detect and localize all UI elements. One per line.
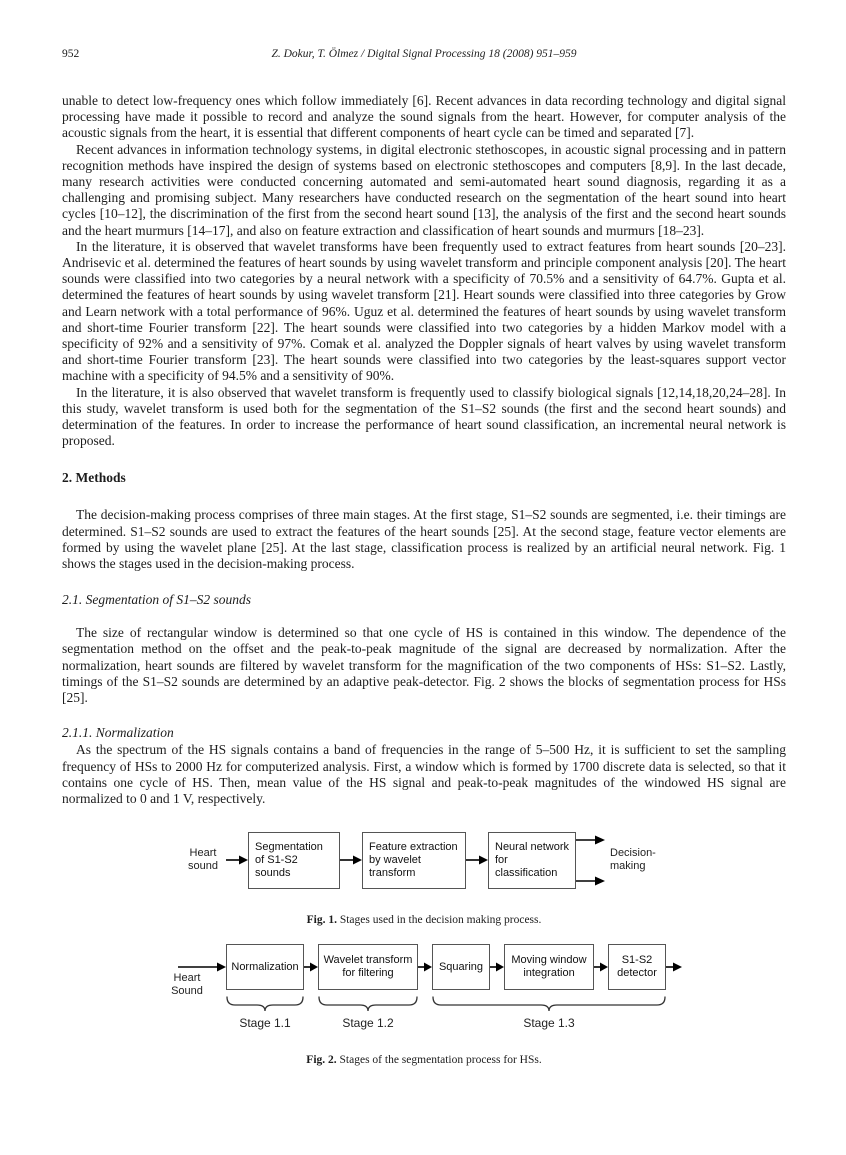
section-2-1-1-heading: 2.1.1. Normalization (62, 725, 174, 741)
figure-1-diagram (62, 830, 786, 890)
fig1-box-segmentation: Segmentation of S1-S2 sounds (248, 832, 340, 889)
methods-heading: 2. Methods (62, 470, 126, 486)
arrow-right-icon (226, 854, 248, 866)
figure-1-caption-label: Fig. 1. (306, 914, 337, 927)
fig2-box-s1s2-detector: S1-S2 detector (608, 944, 666, 990)
double-arrow-right-icon (576, 832, 606, 889)
figure-1-caption-text: Stages used in the decision making process. (336, 914, 542, 927)
fig2-box-normalization: Normalization (226, 944, 304, 990)
arrow-right-icon (418, 961, 432, 973)
underbrace-icon (318, 996, 418, 1013)
figure-1-caption (62, 914, 786, 926)
arrow-right-icon (490, 961, 504, 973)
fig2-input-label-line1: Heart (173, 972, 201, 985)
fig2-box-moving-window: Moving window integration (504, 944, 594, 990)
section-2-1-1-paragraph: As the spectrum of the HS signals contains a band of frequencies in the range of 5–500 Hz, it is sufficient to set the sampling frequency of HSs to 2000 Hz for computerized analysis. First, a window which is formed by 1700 discrete data is selected, so that it contains one cycle of HS. Then, mean value of the HS signal and peak-to-peak magnitudes of the windowed HS signal are normalized to 0 and 1 V, respectively. (62, 742, 786, 806)
fig2-input-label (164, 972, 210, 998)
figure-2-caption (62, 1054, 786, 1066)
arrow-right-icon (340, 854, 362, 866)
figure-2-diagram (164, 942, 684, 1038)
methods-paragraph: The decision-making process comprises of three main stages. At the first stage, S1–S2 sounds are segmented, i.e. their timings are determined. S1–S2 sounds are used to extract the features of the heart sounds [25]. At the second stage, feature vector elements are formed by using the wavelet plane [25]. At the last stage, classification process is realized by an artificial neural network. Fig. 1 shows the stages used in the decision-making process. (62, 507, 786, 572)
arrow-right-icon (594, 961, 608, 973)
intro-paragraph-3: In the literature, it is observed that wavelet transforms have been frequently used to extract features from heart sounds [20–23]. Andrisevic et al. determined the features of heart sounds by using wavelet transform and principle component analysis [20]. The heart sounds were classified into two categories by a neural network with a specificity of 70.5% and a sensitivity of 64.7%. Gupta et al. determined the features of heart sounds by using wavelet transform [21]. Heart sounds were classified into three categories by Grow and Learn network with a total performance of 96%. Uguz et al. determined the features of heart sounds by using wavelet transform and short-time Fourier transform [22]. The heart sounds were classified into two categories by a hidden Markov model with a specificity of 92% and a sensitivity of 97%. Comak et al. analyzed the Doppler signals of heart valves by using wavelet transform and short-time Fourier transform [23]. The heart sounds were classified into two categories by the least-squares support vector machine with a specificity of 94.5% and a sensitivity of 90%. (62, 238, 786, 384)
figure-2-caption-label: Fig. 2. (306, 1054, 337, 1067)
page-header (62, 48, 786, 63)
fig1-box-neural-network: Neural network for classification (488, 832, 576, 889)
figure-1 (62, 830, 786, 926)
section-2-1-heading: 2.1. Segmentation of S1–S2 sounds (62, 592, 251, 608)
fig2-box-squaring: Squaring (432, 944, 490, 990)
arrow-right-icon (304, 961, 318, 973)
arrow-right-icon (178, 961, 226, 973)
figure-2-caption-text: Stages of the segmentation process for HSs. (336, 1054, 542, 1067)
intro-paragraph-4: In the literature, it is also observed that wavelet transform is frequently used to classify biological signals [12,14,18,20,24–28]. In this study, wavelet transform is used both for the segmentation of the S1–S2 sounds (the first and the second heart sounds) and determination of the features. In order to increase the performance of heart sound classification, an incremental neural network is proposed. (62, 384, 786, 449)
fig2-stage-1-3-label: Stage 1.3 (523, 1016, 575, 1031)
section-2-1-paragraph: The size of rectangular window is determined so that one cycle of HS is contained in this window. The dependence of the segmentation method on the offset and the peak-to-peak magnitude of the signal are decreased by normalization. After the normalization, heart sounds are filtered by wavelet transform for the magnification of the two components of HSs: S1–S2. Lastly, timings of the S1–S2 sounds are determined by an adaptive peak-detector. Fig. 2 shows the blocks of segmentation process for HSs [25]. (62, 625, 786, 706)
arrow-right-icon (666, 961, 682, 973)
fig1-box-feature-extraction: Feature extraction by wavelet transform (362, 832, 466, 889)
intro-paragraph-2: Recent advances in information technology systems, in digital electronic stethoscopes, in acoustic signal processing and in pattern recognition methods have inspired the design of systems based on electronic stethoscopes and computers [8,9]. In the last decade, many research activities were conducted concerning automated and semi-automated heart sound diagnosis, regarding it as a challenging and promising subject. Many researchers have conducted research on the segmentation of the heart sound into heart cycles [10–12], the discrimination of the first from the second heart sound [13], the analysis of the first and the second heart sounds and the heart murmurs [14–17], and also on feature extraction and classification of heart sounds and murmurs [18–23]. (62, 141, 786, 238)
underbrace-icon (432, 996, 666, 1013)
intro-paragraph-1: unable to detect low-frequency ones which follow immediately [6]. Recent advances in data recording technology and digital signal processing have made it possible to record and analyze the sound signals from the heart. However, for computer analysis of the acoustic signals from the heart, it is essential that different components of heart cycle can be timed and separated [7]. (62, 93, 786, 141)
fig2-stage-1-1-label: Stage 1.1 (239, 1016, 291, 1031)
running-head: Z. Dokur, T. Ölmez / Digital Signal Processing 18 (2008) 951–959 (271, 48, 577, 60)
fig1-output-label: Decision-making (610, 847, 656, 873)
page-number: 952 (62, 48, 80, 60)
article-body (62, 93, 786, 807)
fig2-input-label-line2: Sound (171, 985, 203, 998)
fig2-box-wavelet-transform: Wavelet transform for filtering (318, 944, 418, 990)
fig1-input-label: Heart sound (188, 847, 218, 873)
arrow-right-icon (466, 854, 488, 866)
underbrace-icon (226, 996, 304, 1013)
figure-2 (62, 942, 786, 1066)
fig2-stage-1-2-label: Stage 1.2 (342, 1016, 394, 1031)
